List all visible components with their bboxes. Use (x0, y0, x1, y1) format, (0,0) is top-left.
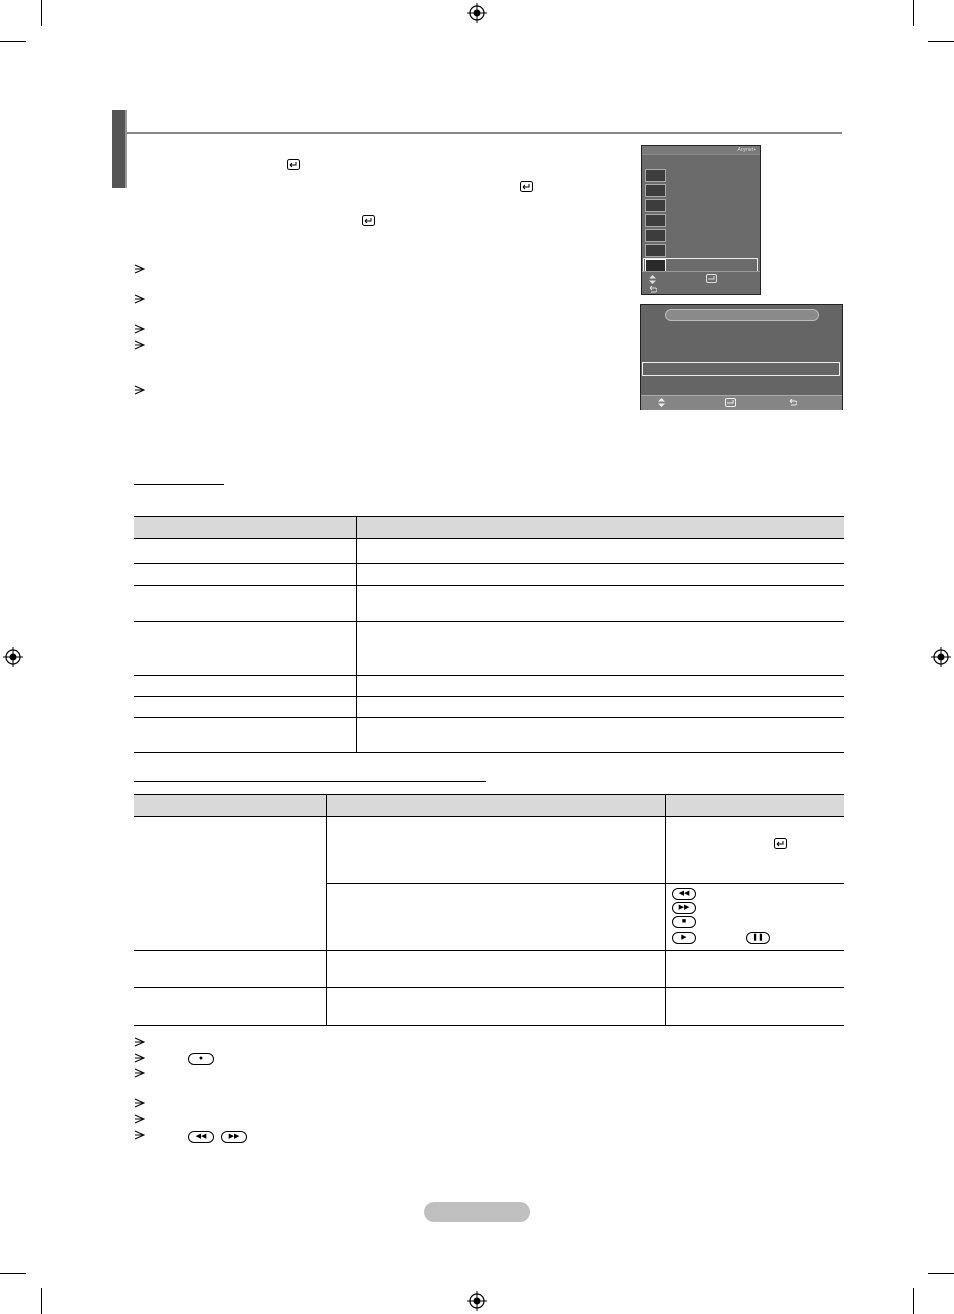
stop-button-icon: ■ (672, 916, 696, 928)
table-row-border (134, 717, 844, 718)
picture-icon (645, 169, 666, 182)
table-divider (326, 794, 327, 1025)
record-button-icon: ● (188, 1053, 214, 1065)
enter-icon (362, 215, 375, 226)
crop-mark (928, 41, 954, 42)
crop-mark (913, 1288, 914, 1314)
application-icon (645, 244, 666, 257)
updown-icon (649, 275, 656, 284)
note-arrow-icon (134, 1098, 145, 1108)
section-heading-underline (134, 781, 486, 782)
enter-icon (287, 159, 300, 170)
table-row-border (326, 883, 844, 884)
tv-submenu-footer (641, 395, 842, 410)
note-arrow-icon (134, 1037, 145, 1047)
table-row-border (134, 1025, 844, 1026)
tv-submenu-selection (642, 362, 840, 376)
tv-menu-selection (643, 258, 758, 272)
updown-icon (658, 398, 665, 407)
table-row-border (134, 752, 844, 753)
fast-forward-button-icon: ▶▶ (221, 1131, 247, 1143)
pause-button-icon: ❚❚ (746, 932, 770, 944)
table-row-border (134, 987, 844, 988)
rewind-button-icon: ◀◀ (672, 888, 696, 900)
section-heading-underline (134, 484, 224, 485)
tv-submenu-screen (640, 304, 843, 410)
note-arrow-icon (134, 324, 145, 334)
setup-icon (645, 214, 666, 227)
section-header-rule (127, 132, 842, 134)
note-arrow-icon (134, 264, 145, 274)
anynet-logo: Anynet+ (737, 147, 756, 153)
note-arrow-icon (134, 1068, 145, 1078)
note-arrow-icon (134, 340, 145, 350)
note-arrow-icon (134, 385, 145, 395)
channel-icon (645, 199, 666, 212)
table-row-border (134, 675, 844, 676)
note-arrow-icon (134, 294, 145, 304)
fast-forward-button-icon: ▶▶ (672, 902, 696, 914)
tv-menu-top-strip (642, 146, 760, 155)
enter-icon (725, 398, 736, 407)
section-header-bar-edge (125, 110, 127, 188)
sound-icon (645, 184, 666, 197)
note-arrow-icon (134, 1130, 145, 1140)
crop-mark (928, 1273, 954, 1274)
crop-mark (41, 0, 42, 26)
rewind-button-icon: ◀◀ (188, 1131, 214, 1143)
tv-submenu-title (665, 309, 819, 321)
crop-mark (913, 0, 914, 26)
note-arrow-icon (134, 1053, 145, 1063)
table-row-border (134, 950, 844, 951)
registration-mark-icon (467, 3, 487, 23)
return-icon (649, 286, 657, 293)
section-header-bar (112, 110, 125, 188)
table-row-border (134, 621, 844, 622)
enter-icon (706, 274, 717, 283)
table-divider (665, 794, 666, 1025)
table-row-border (134, 696, 844, 697)
note-arrow-icon (134, 1114, 145, 1124)
enter-icon (520, 181, 533, 192)
enter-icon (774, 838, 787, 849)
registration-mark-icon (931, 647, 951, 667)
page-number-badge (424, 1202, 530, 1222)
crop-mark (0, 1273, 26, 1274)
table-row-border (134, 585, 844, 586)
crop-mark (0, 41, 26, 42)
table-header (134, 794, 844, 817)
table-header (134, 516, 844, 539)
registration-mark-icon (3, 647, 23, 667)
tv-menu-footer (642, 271, 760, 295)
tv-menu-screen (641, 145, 761, 295)
return-icon (789, 399, 797, 406)
registration-mark-icon (467, 1291, 487, 1311)
play-button-icon: ▶ (672, 932, 696, 944)
input-icon (645, 229, 666, 242)
crop-mark (41, 1288, 42, 1314)
table-row-border (134, 563, 844, 564)
